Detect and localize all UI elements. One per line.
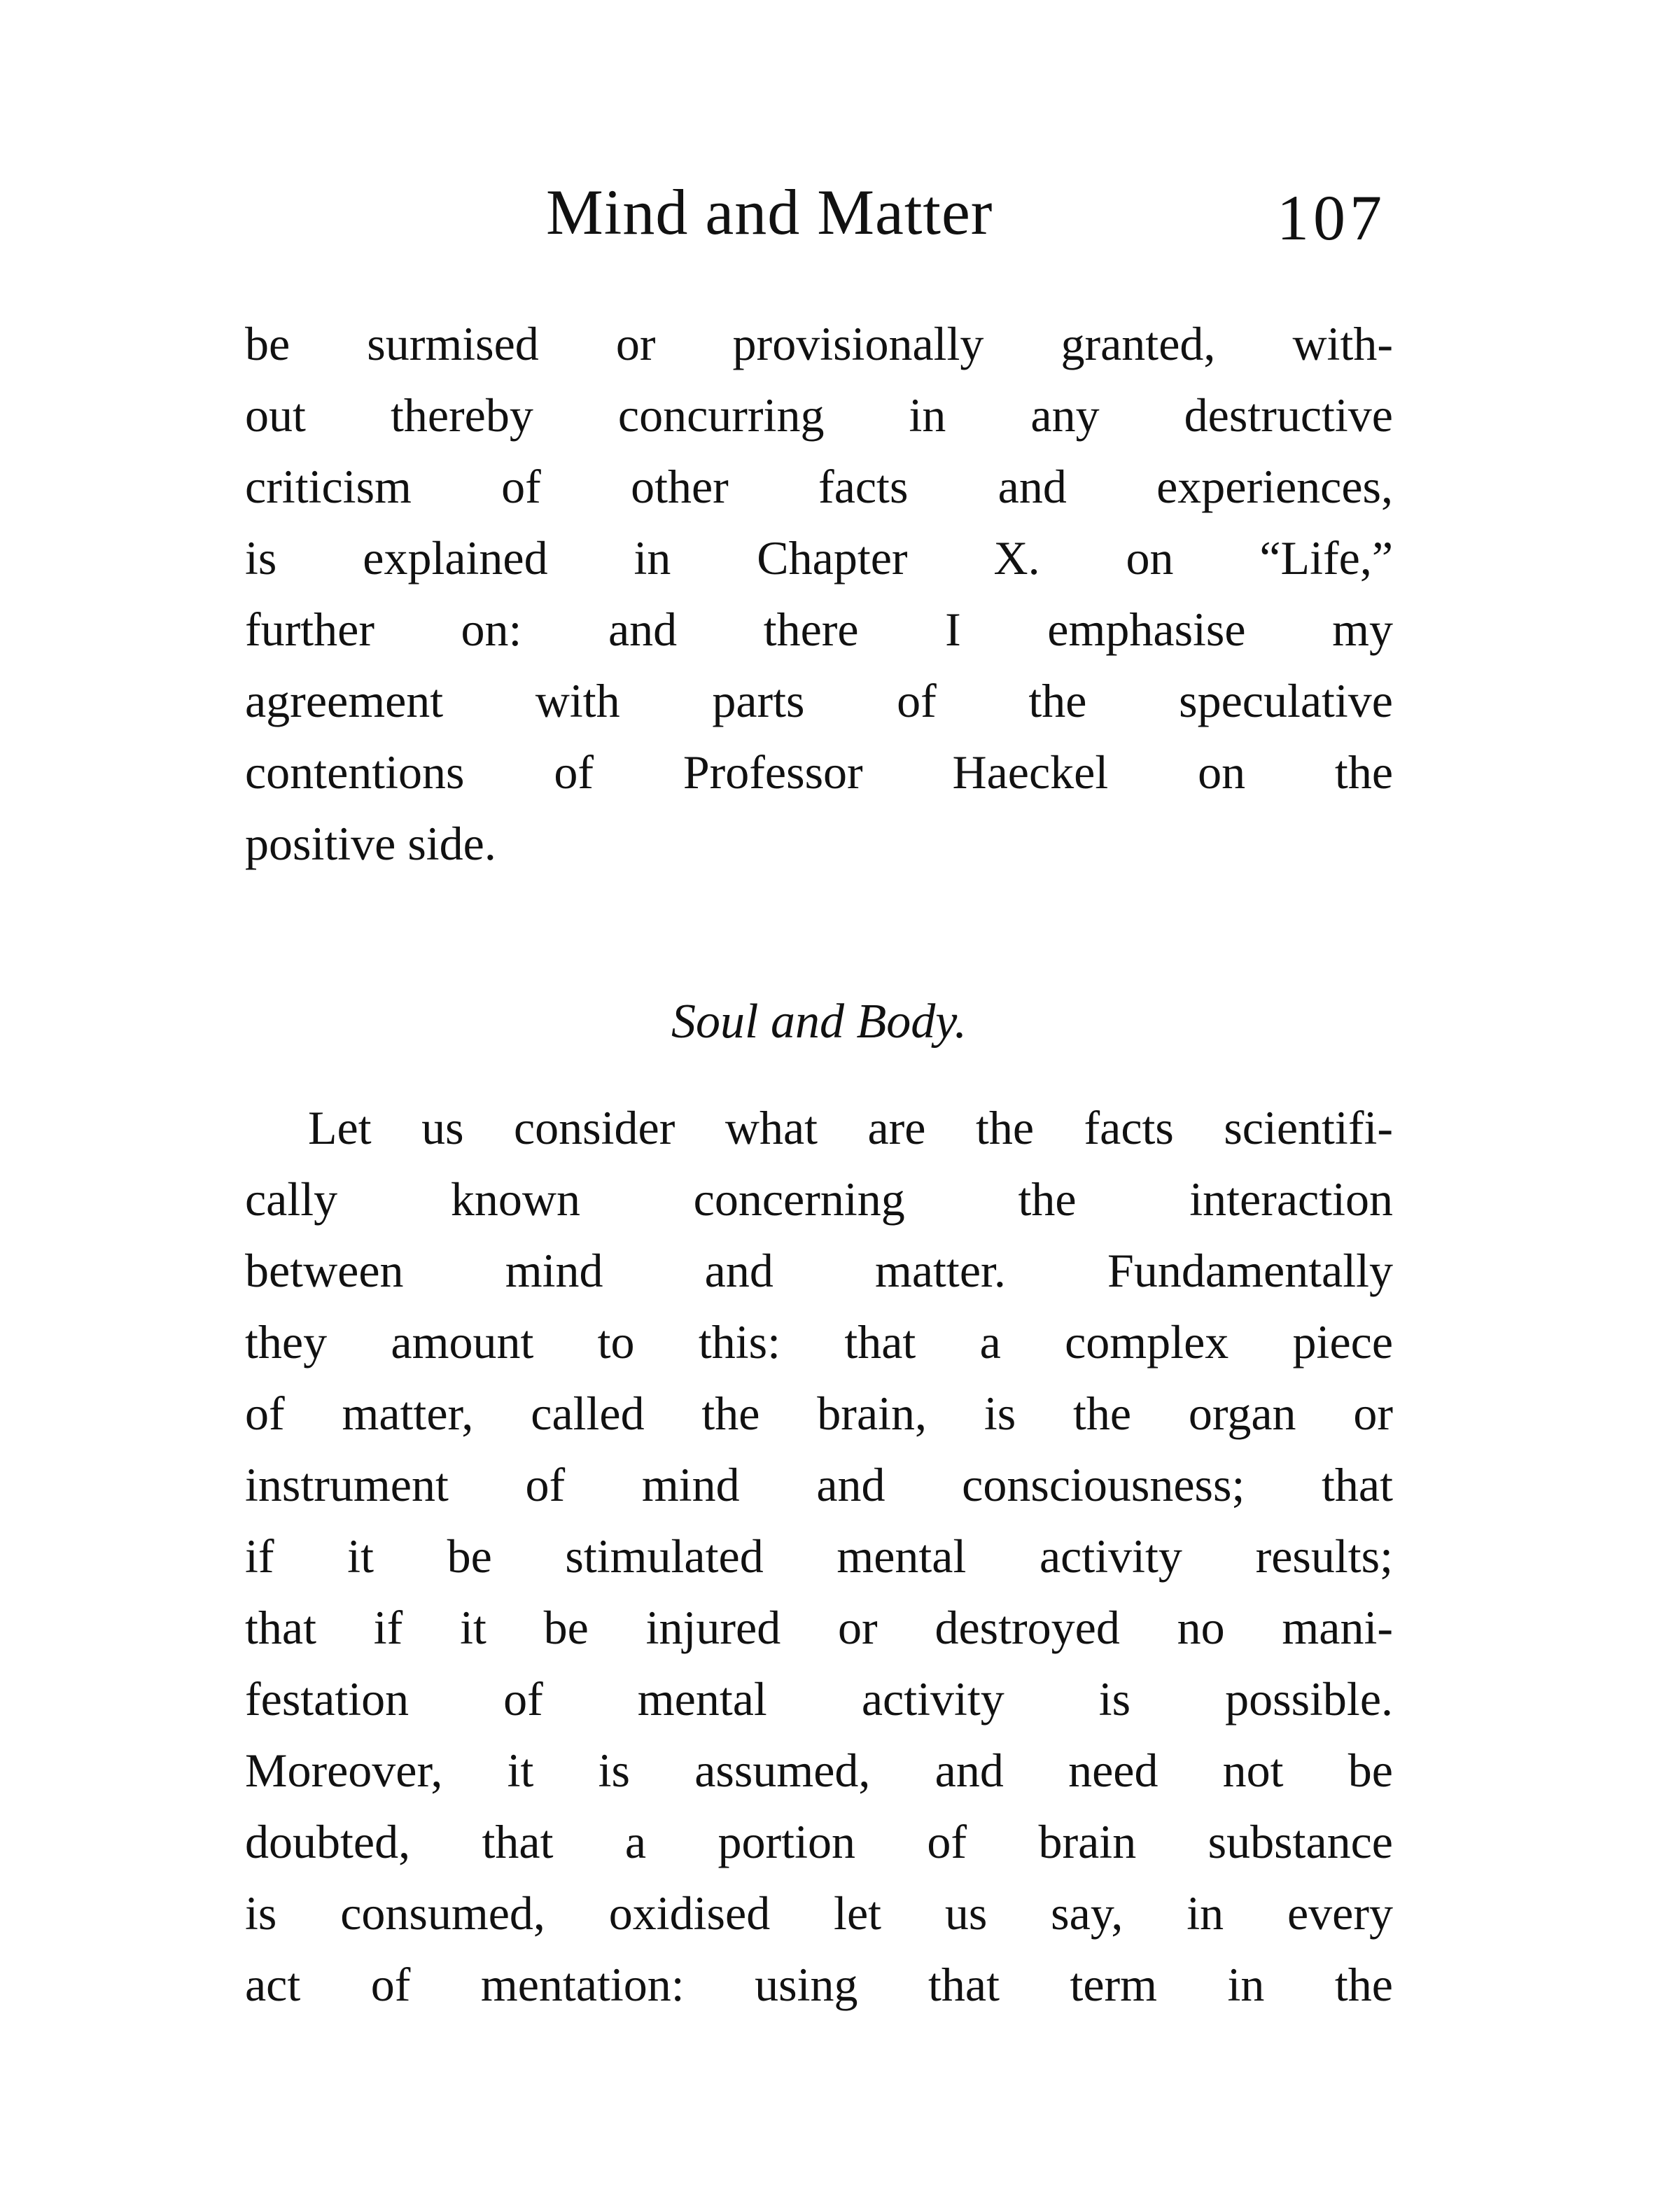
paragraph-continued [245, 308, 1393, 879]
running-title: Mind and Matter [546, 176, 993, 248]
text-line: instrument of mind and consciousness; that [245, 1458, 1393, 1511]
text-line: further on: and there I emphasise my [245, 603, 1393, 656]
text-line: contentions of Professor Haeckel on the [245, 746, 1393, 799]
text-line: agreement with parts of the speculative [245, 674, 1393, 727]
text-line: act of mentation: using that term in the [245, 1958, 1393, 2011]
text-line: if it be stimulated mental activity results; [245, 1530, 1393, 1583]
paragraph-soul-and-body [245, 1092, 1393, 2020]
text-line: positive side. [245, 817, 496, 870]
text-line: doubted, that a portion of brain substance [245, 1815, 1393, 1868]
text-line: Let us consider what are the facts scientifi- [308, 1101, 1393, 1154]
text-line: between mind and matter. Fundamentally [245, 1244, 1393, 1297]
text-line: be surmised or provisionally granted, with- [245, 317, 1393, 370]
section-heading: Soul and Body. [671, 995, 967, 1049]
text-line: they amount to this: that a complex piece [245, 1315, 1393, 1368]
text-line: of matter, called the brain, is the organ or [245, 1387, 1393, 1440]
text-line: is consumed, oxidised let us say, in every [245, 1886, 1393, 1940]
running-head [245, 175, 1393, 259]
text-line: festation of mental activity is possible. [245, 1672, 1393, 1726]
text-line: is explained in Chapter X. on “Life,” [245, 531, 1393, 584]
text-line: that if it be injured or destroyed no mani- [245, 1601, 1393, 1654]
text-line: criticism of other facts and experiences, [245, 460, 1393, 513]
text-line: Moreover, it is assumed, and need not be [245, 1744, 1393, 1797]
page-number: 107 [1277, 182, 1386, 253]
text-line: cally known concerning the interaction [245, 1172, 1393, 1226]
text-line: out thereby concurring in any destructive [245, 388, 1393, 442]
